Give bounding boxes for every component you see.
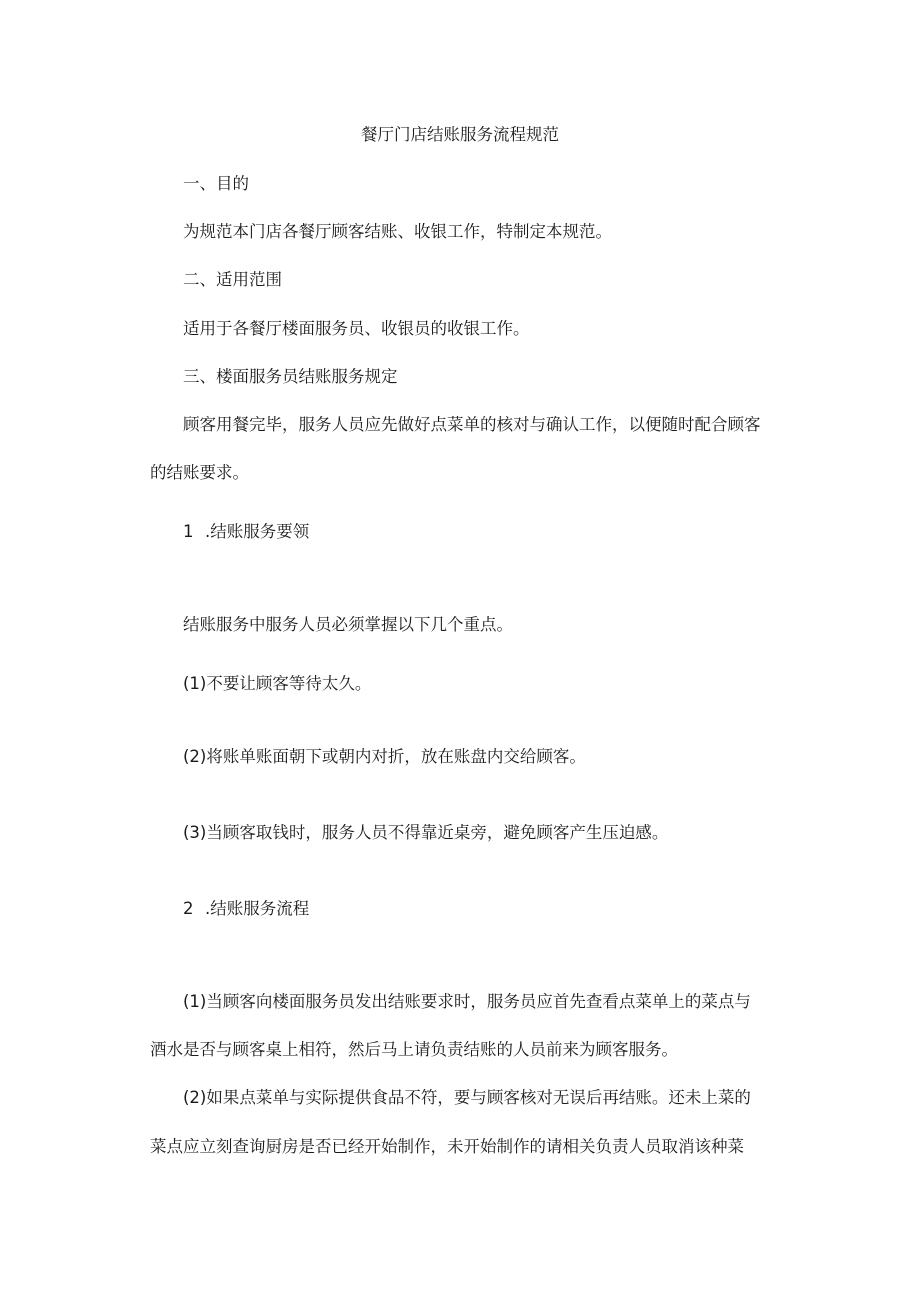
subsection-1-number: 1 <box>183 522 194 541</box>
subsection-2-item-2-line2: 菜点应立刻查询厨房是否已经开始制作，未开始制作的请相关负责人员取消该种菜 <box>150 1137 744 1156</box>
subsection-1-title: .结账服务要领 <box>205 522 310 541</box>
subsection-1-item-3: (3)当顾客取钱时，服务人员不得靠近桌旁，避免顾客产生压迫感。 <box>183 823 669 842</box>
subsection-2-title: .结账服务流程 <box>205 899 310 918</box>
subsection-2-heading <box>183 898 309 920</box>
scope-text: 适用于各餐厅楼面服务员、收银员的收银工作。 <box>183 319 530 338</box>
subsection-1-item-1: (1)不要让顾客等待太久。 <box>183 674 372 693</box>
scope-heading: 二、适用范围 <box>183 270 282 289</box>
purpose-heading: 一、目的 <box>183 174 249 193</box>
subsection-2-item-2-line1: (2)如果点菜单与实际提供食品不符，要与顾客核对无误后再结账。还未上菜的 <box>183 1088 751 1107</box>
document-title: 餐厅门店结账服务流程规范 <box>361 125 559 144</box>
subsection-1-item-2: (2)将账单账面朝下或朝内对折，放在账盘内交给顾客。 <box>183 747 586 766</box>
rules-heading: 三、楼面服务员结账服务规定 <box>183 367 398 386</box>
purpose-text: 为规范本门店各餐厅顾客结账、收银工作，特制定本规范。 <box>183 222 612 241</box>
subsection-2-number: 2 <box>183 899 194 918</box>
subsection-1-heading <box>183 521 309 543</box>
rules-intro-line2: 的结账要求。 <box>150 463 249 482</box>
rules-intro-line1: 顾客用餐完毕，服务人员应先做好点菜单的核对与确认工作，以便随时配合顾客 <box>183 415 761 434</box>
subsection-2-item-1-line1: (1)当顾客向楼面服务员发出结账要求时，服务员应首先查看点菜单上的菜点与 <box>183 992 751 1011</box>
subsection-2-item-1-line2: 酒水是否与顾客桌上相符，然后马上请负责结账的人员前来为顾客服务。 <box>150 1040 678 1059</box>
subsection-1-intro: 结账服务中服务人员必须掌握以下几个重点。 <box>183 615 513 634</box>
